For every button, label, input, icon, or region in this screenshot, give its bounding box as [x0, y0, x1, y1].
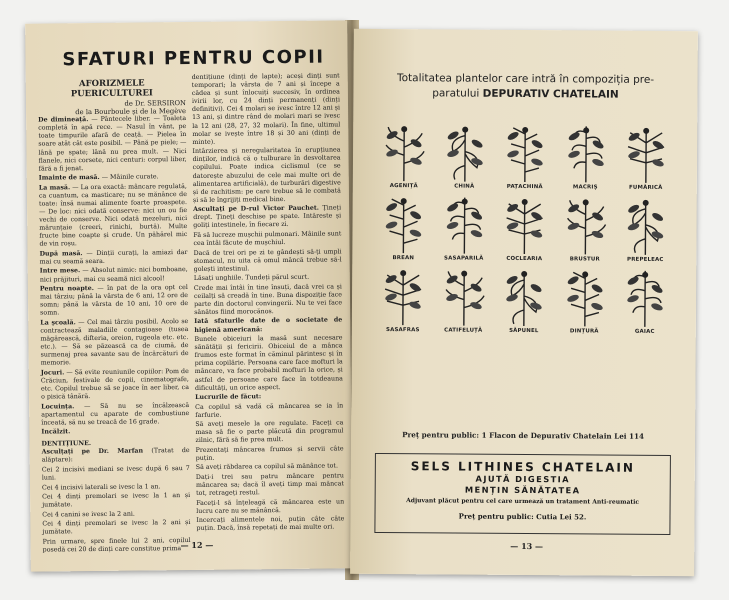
- plant-drawing-icon: [437, 265, 489, 327]
- plant-illustration: [375, 121, 433, 189]
- paragraph-text: Să aveți mesele la ore regulate. Faceți ca masa să fie o parte plăcută din programul zilnic, fără să fie prea mult.: [195, 419, 344, 445]
- page-number: — 12 —: [180, 539, 214, 551]
- paragraph-lead: Incălzit.: [41, 428, 71, 436]
- paragraph-lead: Jocuri.: [40, 369, 65, 377]
- paragraph-text: Cei 4 dinți premolari se ivesc la 1 an și jumătate.: [42, 491, 191, 509]
- plant-name: PAȚACHINĂ: [506, 183, 543, 191]
- paragraph-text: — Să evite reuniunile copiilor: Pom de Crăciun, festivale de copii, cinematografe, etc. Copilul trebue să se joace în aer liber, ca o pisică tânără.: [40, 367, 189, 401]
- paragraph-text: Prin urmare, spre finele lui 2 ani, copilul posedă cei 20 de dinți care constitue prima: [42, 536, 191, 554]
- plant-drawing-icon: [619, 195, 671, 257]
- paragraph: [42, 519, 190, 537]
- plant-drawing-icon: [558, 266, 610, 328]
- dentition-heading: DENTIȚIUNE.: [41, 440, 92, 448]
- plant-name: SĂPUNEL: [509, 327, 539, 335]
- plant-illustration: [617, 123, 675, 191]
- product-brand: DEPURATIV CHATELAIN: [482, 87, 619, 101]
- paragraph: [194, 274, 342, 284]
- paragraph-text: — Absolut nimic: nici bomboane, nici prăjituri, mai cu seamă nici alcool!: [39, 266, 188, 284]
- plant-name: FUMĂRICĂ: [629, 184, 663, 191]
- author-line-2: de la Bourboule și de la Megève: [75, 107, 187, 117]
- author-line: de Dr. SERSIRON: [124, 99, 187, 108]
- paragraph: [196, 516, 344, 534]
- paragraph: [40, 318, 189, 368]
- section-heading: AFORIZMELE PUERICULTUREI: [70, 78, 153, 100]
- paragraph: [196, 472, 344, 498]
- paragraph: [40, 284, 188, 318]
- sels-lithines-ad: [374, 453, 671, 535]
- plant-drawing-icon: [619, 267, 671, 329]
- paragraph-lead: Lucrurile de făcut:: [195, 393, 262, 402]
- plant-name: MACRIȘ: [572, 184, 598, 191]
- paragraph-text: Cei 4 dinți premolari se ivesc la 2 ani și jumătate.: [42, 519, 191, 536]
- paragraph-lead: Locuința.: [41, 402, 75, 411]
- plant-drawing-icon: [438, 193, 490, 255]
- paragraph: [193, 205, 341, 231]
- paragraph-text: Cei 4 incisivi laterali se ivesc la 1 an.: [41, 482, 161, 492]
- paragraph-lead: La școală.: [40, 318, 76, 327]
- paragraph: [42, 492, 190, 510]
- paragraph-text: — Dinții curați, la amiazi dar mai cu seamă seara.: [39, 248, 188, 266]
- paragraph-text: Crede mai întâi în tine însuți, dacă vrei ca și ceilalți să creadă în tine. Buna dispoziție face parte din doctorul convingerii. Nu te vei face sănătos fiind morocănos.: [193, 283, 343, 316]
- paragraph: [195, 420, 343, 446]
- plant-name: AGENIȚĂ: [389, 183, 418, 190]
- paragraph: [38, 115, 187, 173]
- paragraph-text: Faceți-l să înțeleagă că mâncarea este un lucru care nu se mănâncă.: [196, 497, 345, 515]
- plant-drawing-icon: [498, 194, 550, 256]
- paragraph-text: (Tratat de alăptare):: [41, 447, 190, 465]
- plant-illustration: [495, 194, 553, 262]
- paragraph-text: Intârzierea și neregularitatea în erupțiunea dinților, indică că o tulburare în desvoltarea copilului. Poate indica ciclismul (ce se datorește abuzului de cele mai multe ori de alimentarea artificială), de turburări digestive și de rachitism: pe care trebue să le combată și să le îngrijiți medical bine.: [192, 146, 341, 204]
- paragraph-text: — Cel mai târziu posibil. Acolo se contractează maladiile contagioase (tusea măgărească, difteria, oreion, rugeola etc. etc. etc.). — Să se păzească ca de ciumă, de surmenaj prea savante sau de încărcături de memorie.: [40, 317, 189, 367]
- paragraph-text: — Să nu se încălzească apartamentul cu aparate de combustiune înceată, să nu se treacă de 16 grade.: [41, 401, 190, 427]
- plant-name: PREPELEAC: [627, 256, 664, 263]
- paragraph: [194, 248, 342, 274]
- paragraph-lead: După masă.: [39, 249, 83, 258]
- ad-line-3: Adjuvant plăcut pentru cel care urmează un tratament Anti-reumatic: [406, 497, 640, 506]
- page-title: SFATURI PENTRU COPII: [62, 46, 325, 71]
- paragraph: [40, 249, 188, 267]
- plant-name: BRUSTUR: [569, 256, 600, 263]
- page-number-right: — 13 —: [510, 540, 544, 552]
- ad-price: Preț pentru public: Cutia Lei 52.: [458, 511, 587, 522]
- paragraph-text: Să aveți răbdarea ca copilul să mănânce tot.: [195, 462, 338, 472]
- plants-title-line2: paratului: [432, 87, 483, 100]
- paragraph: [41, 368, 189, 402]
- paragraph-lead: Intre mese.: [39, 267, 81, 275]
- dentition-list: [42, 447, 191, 554]
- plant-name: COCLEARIA: [506, 255, 543, 263]
- plant-name: SASAFRAS: [385, 327, 420, 334]
- plant-illustration: [616, 267, 674, 335]
- paragraph-text: Dacă de trei ori pe zi te gândești să-ți umpli stomacul, nu uita că omul mâncă trebue să-l golești intestinul.: [193, 247, 342, 273]
- paragraph: [39, 183, 188, 249]
- plant-illustration: [556, 122, 614, 190]
- paragraph-text: Lăsați unghiile. Tundeți părul scurt.: [193, 273, 310, 283]
- paragraph: [196, 445, 344, 463]
- plant-name: GAIAC: [634, 328, 655, 335]
- right-page: [350, 29, 698, 576]
- paragraph-lead: La masă.: [38, 183, 71, 192]
- plant-drawing-icon: [499, 122, 551, 184]
- paragraph: [192, 147, 341, 205]
- paragraph-text: Prezentați mâncarea frumos și servii câte puțin.: [195, 445, 344, 462]
- left-column: [38, 78, 191, 556]
- paragraph: [42, 447, 190, 465]
- plant-illustration: [496, 122, 554, 190]
- plant-illustration: [495, 266, 553, 334]
- plant-name: SASAPARILĂ: [444, 255, 484, 262]
- plant-row: [374, 265, 674, 335]
- paragraph-text: — Mâinile curate.: [99, 173, 159, 182]
- depurativ-price: Preț pentru public: 1 Flacon de Depurativ Chatelain Lei 114: [402, 430, 645, 441]
- plants-title: [367, 71, 683, 103]
- paragraph-text: Ca copilul să vadă că mâncarea se ia în farfurie.: [195, 401, 344, 419]
- plant-drawing-icon: [377, 265, 429, 327]
- paragraph-text: — Pântecele liber. — Toaleta completă în apă rece. — Nasul în vânt, pe toate timpurile afară de ceață. — Pielea în soare atât cât este posibil. — Până pe piele; — lână pe spate; lână nu prea mult. — Nici flanele, nici corsete, nici centuri: corpul liber, fără a fi jenat.: [38, 115, 187, 173]
- paragraph: [43, 537, 191, 555]
- paragraph: [194, 334, 343, 392]
- paragraph-text: Fă să lucreze mușchii pulmonari. Mâinile sunt cea întâi făcute de mușchiul.: [193, 230, 342, 247]
- paragraph-text: Dați-i trei sau patru mâncare pentru mâncarea sa; dacă îl aveți timp mai măncat tot, retrageți restul.: [195, 472, 345, 497]
- plant-name: CHINĂ: [454, 183, 475, 190]
- paragraph-text: Cei 4 canini se ivesc la 2 ani.: [42, 510, 135, 519]
- paragraph-lead: De dimineață.: [38, 116, 89, 124]
- left-page: [25, 20, 353, 571]
- paragraph: [41, 427, 189, 437]
- plant-drawing-icon: [559, 122, 611, 184]
- plant-drawing-icon: [620, 123, 672, 185]
- ad-title: SELS LITHINES CHATELAIN: [410, 459, 635, 475]
- paragraph-lead: Iată sfaturile date de o societate de higienă americană:: [194, 316, 343, 334]
- plant-row: [375, 121, 675, 191]
- plant-illustration: [374, 265, 432, 333]
- right-column: [192, 72, 345, 534]
- paragraph: [194, 283, 342, 317]
- paragraph-text: Incercați alimentele noi, puțin câte câte puțin. Dacă, însă repetați de mai multe ori.: [196, 515, 345, 533]
- paragraph: [41, 402, 189, 428]
- paragraph: [42, 483, 190, 493]
- plant-illustration: [556, 194, 614, 262]
- ad-line-1: AJUTĂ DIGESTIA: [475, 473, 571, 485]
- paragraph-text: Cei 2 incisivi mediani se ivesc după 6 sau 7 luni.: [41, 464, 190, 482]
- plant-illustrations: [374, 121, 676, 339]
- plant-name: CATIFELUȚĂ: [444, 327, 483, 334]
- ad-line-2: MENȚIN SĂNĂTATEA: [464, 484, 581, 496]
- plant-illustration: [555, 266, 613, 334]
- paragraph: [39, 173, 187, 183]
- paragraph-text: — în pat de la ora opt cel mai târziu; până la vârsta de 6 ani, 12 ore de somn; până la vârsta de 10 ani, 10 ore de somn.: [39, 284, 189, 317]
- paragraph-lead: Ascultați pe D-rul Victor Pauchet.: [193, 204, 319, 214]
- plant-row: [374, 193, 674, 263]
- paragraph-text: Bunele obiceiuri la masă sunt necesare sănătății și fericirii. Obiceiul de a mânca frumos este format în căminul părintesc și în prima copilărie. Persoana care face mofturi la mâncare, va face probabil mofturi la orice, și astfel de persoane care face în totdeauna dificultăți, un orice aspect.: [194, 334, 343, 392]
- plant-drawing-icon: [498, 266, 550, 328]
- paragraph-lead: Asculțați pe Dr. Marfan: [41, 447, 144, 456]
- plant-illustration: [374, 193, 432, 261]
- plant-illustration: [435, 193, 493, 261]
- paragraph: [42, 510, 190, 520]
- paragraph-text: — La ora exactă: mâncare regulată, ca cuantum, ca masticare; nu se mănânce de toate: însă numai alimente foarte proaspete. — De loc: nici odată conserve: nici un ou fie vechi de conserve. Nici odată mezeluri, nici mărunțaie (creeri, rinichi, burtă). Multe fructe bine coapte și crude. Un păhărel mic de vin roșu.: [38, 182, 188, 248]
- plant-illustration: [435, 121, 493, 189]
- paragraph: [194, 317, 342, 335]
- paragraph: [196, 463, 344, 473]
- plant-illustration: [434, 265, 492, 333]
- plant-drawing-icon: [377, 193, 429, 255]
- paragraph: [192, 72, 341, 146]
- paragraph-text: Țineți drept. Țineți deschise pe spate. Intăreste și goliți intestinele, în fiecare zi.: [193, 204, 342, 230]
- plant-illustration: [616, 195, 674, 263]
- paragraph: [40, 266, 188, 284]
- plant-name: DINȚURĂ: [569, 328, 599, 335]
- advice-list: [192, 72, 345, 533]
- plants-title-line1: Totalitatea plantelor care intră în compoziția pre-: [396, 72, 655, 86]
- paragraph: [193, 230, 341, 248]
- paragraph-lead: Pentru noapte.: [39, 285, 94, 293]
- plant-drawing-icon: [559, 194, 611, 256]
- paragraph: [195, 392, 343, 402]
- plant-drawing-icon: [438, 121, 490, 183]
- paragraph: [42, 465, 190, 483]
- plant-name: BREAN: [392, 255, 415, 262]
- aphorism-list: [38, 115, 189, 437]
- paragraph: [196, 498, 344, 516]
- paragraph-lead: Imainte de masă.: [38, 174, 100, 182]
- paragraph: [195, 402, 343, 420]
- plant-drawing-icon: [378, 121, 430, 183]
- paragraph-text: dentițiune (dinți de lapte); aceși dinți sunt temporari; la vârsta de 7 ani și începe a cădea și sunt înlocuiți succesiv, în ordinea ivirii lor, cu 24 dinți permanenți (dinți definitivi). Cei 4 molari se ivesc între 12 ani și 13 ani, și dintre rând de molari mari se ivesc la 12 ani (28, 27, 32 molari). În fine, ultimul molar se ivește între 18 și 30 ani (dinți de minte).: [191, 72, 341, 146]
